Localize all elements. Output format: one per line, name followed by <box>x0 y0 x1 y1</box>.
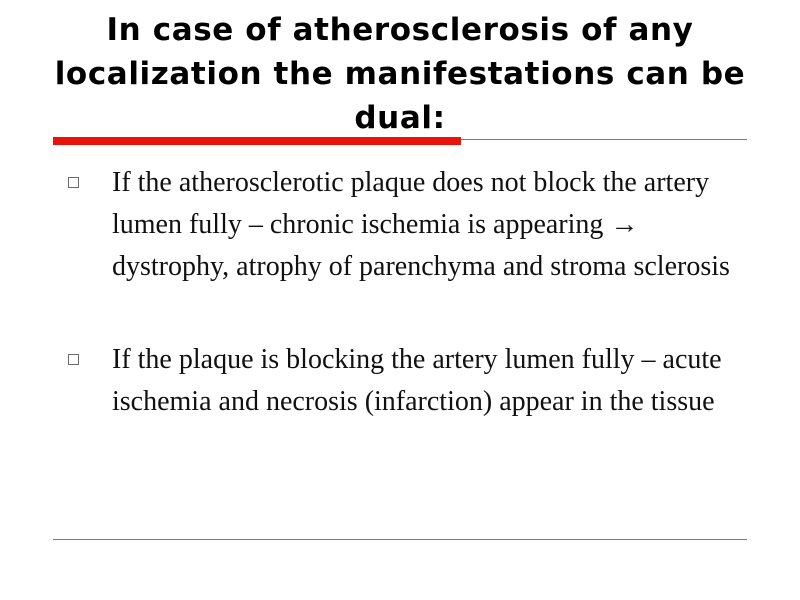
bullet-item <box>112 162 762 288</box>
slide-title: In case of atherosclerosis of any localization the manifestations can be dual: <box>54 12 746 136</box>
square-bullet-icon <box>68 177 79 188</box>
square-bullet-icon <box>68 354 79 365</box>
bullet-item <box>112 339 762 423</box>
footer-divider-line <box>53 539 747 540</box>
bullet-text: If the plaque is blocking the artery lumen fully – acute ischemia and necrosis (infarction) appear in the tissue <box>112 344 722 417</box>
title-accent-bar <box>53 137 461 145</box>
bullet-text: If the atherosclerotic plaque does not block the artery lumen fully – chronic ischemia is appearing → dystrophy, atrophy of parenchyma and stroma sclerosis <box>112 167 730 282</box>
